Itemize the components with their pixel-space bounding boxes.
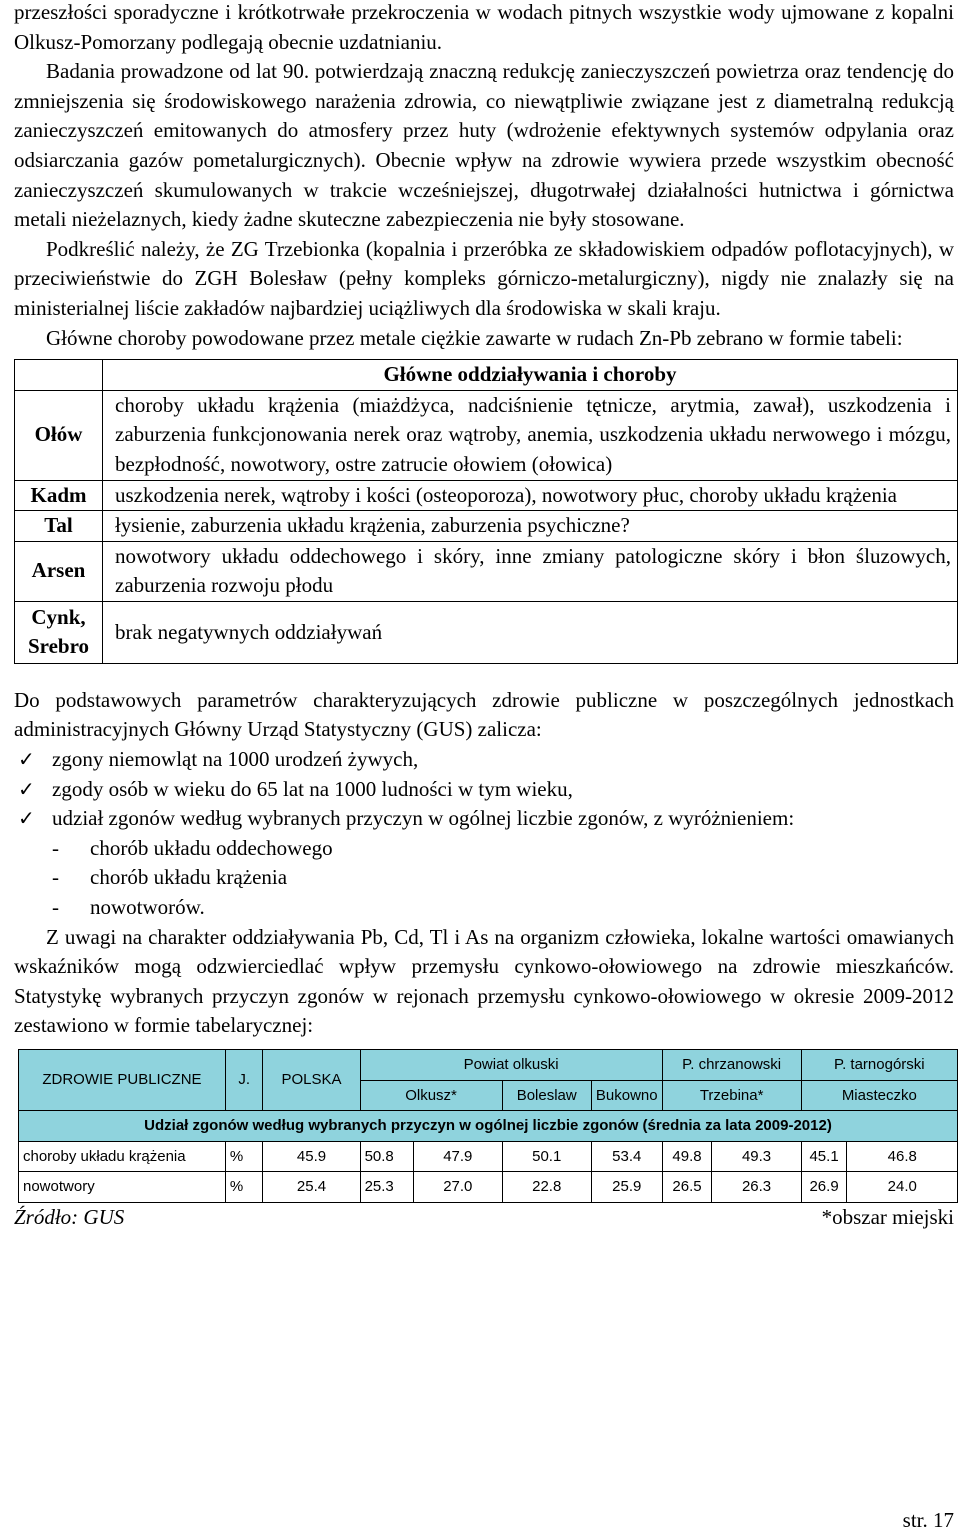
page-number: str. 17 [902,1508,954,1532]
paragraph-water: przeszłości sporadyczne i krótkotrwałe przekroczenia w wodach pitnych wszystkie wody ujmowane z kopalni Olkusz-Pomorzany podlegają obecnie uzdatnianiu. [14,0,954,54]
paragraph-gus-parameters: Do podstawowych parametrów charakteryzujących zdrowie publiczne w poszczególnych jednostkach administracyjnych Główny Urząd Statystyczny (GUS) zalicza: [14,687,954,742]
stats-section-row [19,1111,958,1142]
list-item [14,745,954,775]
list-item [14,834,954,864]
value-cell: 27.0 [414,1172,502,1203]
element-name: Cynk, Srebro [15,601,103,663]
disease-table-corner [15,360,103,391]
row-label: choroby układu krążenia [19,1141,226,1172]
dash-bullet: - [52,895,59,920]
value-cell: 22.8 [502,1172,591,1203]
col-header-unit: J. [225,1050,263,1111]
element-effects: choroby układu krążenia (miażdżyca, nadciśnienie tętnicze, arytmia, zawał), uszkodzenia i zaburzenia funkcjonowania nerek oraz wątroby, anemia, uszkodzenia układu nerwowego i mózgu, bezpłodność, nowotwory, ostre zatrucie ołowiem (ołowica) [103,390,958,480]
value-cell: 45.1 [801,1141,847,1172]
element-name: Tal [15,511,103,542]
value-cell: 46.8 [847,1141,958,1172]
list-item-text: udział zgonów według wybranych przyczyn w ogólnej liczbie zgonów, z wyróżnieniem: [52,806,795,831]
value-cell: 26.9 [801,1172,847,1203]
list-item-text: nowotworów. [90,895,205,920]
value-cell: 25.4 [263,1172,360,1203]
list-item-text: chorób układu oddechowego [90,835,333,860]
table-row [15,511,958,542]
element-name: Arsen [15,541,103,601]
table-row [15,480,958,511]
value-cell: 47.9 [414,1141,502,1172]
value-cell: 49.3 [712,1141,801,1172]
dash-bullet: - [52,865,59,890]
paragraph-trzebionka: Podkreślić należy, że ZG Trzebionka (kopalnia i przeróbka ze składowiskiem odpadów poflotacyjnych), w przeciwieństwie do ZGH Bolesław (pełny kompleks górniczo-metalurgiczny), nigdy nie znalazły się na ministerialnej liście zakładów najbardziej uciążliwych dla środowiska w skali kraju. [14,236,954,320]
paragraph-statistics-intro: Z uwagi na charakter oddziaływania Pb, Cd, Tl i As na organizm człowieka, lokalne wartości omawianych wskaźników mogą odzwierciedlać wpływ przemysłu cynkowo-ołowiowego na zdrowie mieszkańców. Statystykę wybranych przyczyn zgonów w rejonach przemysłu cynkowo-ołowiowego w okresie 2009-2012 zestawiono w formie tabelarycznej: [14,924,954,1038]
list-item-text: zgody osób w wieku do 65 lat na 1000 ludności w tym wieku, [52,776,573,801]
value-cell: 50.8 [360,1141,414,1172]
col-header-boleslaw: Boleslaw [502,1080,591,1111]
checkmark-icon: ✓ [18,747,35,772]
value-cell: 25.3 [360,1172,414,1203]
dash-bullet: - [52,835,59,860]
element-effects: łysienie, zaburzenia układu krążenia, zaburzenia psychiczne? [103,511,958,542]
checkmark-icon: ✓ [18,776,35,801]
paragraph-air-research: Badania prowadzone od lat 90. potwierdzają znaczną redukcję zanieczyszczeń powietrza oraz tendencję do zmniejszenia się środowiskowego narażenia zdrowia, co niewątpliwie związane jest z diametralną redukcją zanieczyszczeń emitowanych do atmosfery przez huty (wdrożenie efektywnych systemów odpylania oraz odsiarczania gazów pometalurgicznych). Obecnie wpływ na zdrowie wywiera przede wszystkim obecność zanieczyszczeń skumulowanych w trakcie wcześniejszej, długotrwałej działalności hutnictwa i górnictwa metali nieżelaznych, kiedy żadne skuteczne zabezpieczenia nie były stosowane. [14,59,954,232]
value-cell: 25.9 [591,1172,662,1203]
list-item [14,775,954,805]
value-cell: 24.0 [847,1172,958,1203]
cause-sublist [14,834,954,923]
col-group-tarnogorski: P. tarnogórski [801,1050,957,1081]
col-header-miasteczko: Miasteczko [801,1080,957,1111]
mortality-stats-table [18,1049,958,1203]
col-group-chrzanowski: P. chrzanowski [662,1050,801,1081]
list-item [14,863,954,893]
value-cell: 26.5 [662,1172,712,1203]
value-cell: 53.4 [591,1141,662,1172]
value-cell: 49.8 [662,1141,712,1172]
row-unit: % [225,1141,263,1172]
table-row [19,1172,958,1203]
list-item [14,893,954,923]
disease-table [14,359,958,664]
col-header-olkusz: Olkusz* [360,1080,502,1111]
col-header-bukowno: Bukowno [591,1080,662,1111]
spacer [14,664,954,686]
list-item-text: chorób układu krążenia [90,865,288,890]
value-cell: 50.1 [502,1141,591,1172]
element-effects: nowotwory układu oddechowego i skóry, inne zmiany patologiczne skóry i błon śluzowych, zaburzenia rozwoju płodu [103,541,958,601]
row-unit: % [225,1172,263,1203]
element-name: Ołów [15,390,103,480]
checkmark-icon: ✓ [18,806,35,831]
value-cell: 26.3 [712,1172,801,1203]
stats-header-row-1 [19,1050,958,1081]
table-row [15,541,958,601]
table-row [15,601,958,663]
col-group-olkuski: Powiat olkuski [360,1050,662,1081]
value-cell: 45.9 [263,1141,360,1172]
disease-table-header: Główne oddziaływania i choroby [103,360,958,391]
disease-table-header-row [15,360,958,391]
col-header-poland: POLSKA [263,1050,360,1111]
table-row [15,390,958,480]
table-source-line [14,1205,954,1229]
row-label: nowotwory [19,1172,226,1203]
element-effects: brak negatywnych oddziaływań [103,601,958,663]
list-item-text: zgony niemowląt na 1000 urodzeń żywych, [52,747,419,772]
stats-section-label: Udział zgonów według wybranych przyczyn w ogólnej liczbie zgonów (średnia za lata 2009-2012) [19,1111,958,1142]
source-note: *obszar miejski [821,1204,954,1229]
element-effects: uszkodzenia nerek, wątroby i kości (osteoporoza), nowotwory płuc, choroby układu krążenia [103,480,958,511]
col-header-main: ZDROWIE PUBLICZNE [19,1050,226,1111]
parameter-checklist [14,745,954,834]
paragraph-diseases-intro: Główne choroby powodowane przez metale ciężkie zawarte w rudach Zn-Pb zebrano w formie tabeli: [46,325,903,350]
table-row [19,1141,958,1172]
element-name: Kadm [15,480,103,511]
col-header-trzebina: Trzebina* [662,1080,801,1111]
list-item [14,804,954,834]
source-label: Źródło: GUS [14,1204,125,1229]
